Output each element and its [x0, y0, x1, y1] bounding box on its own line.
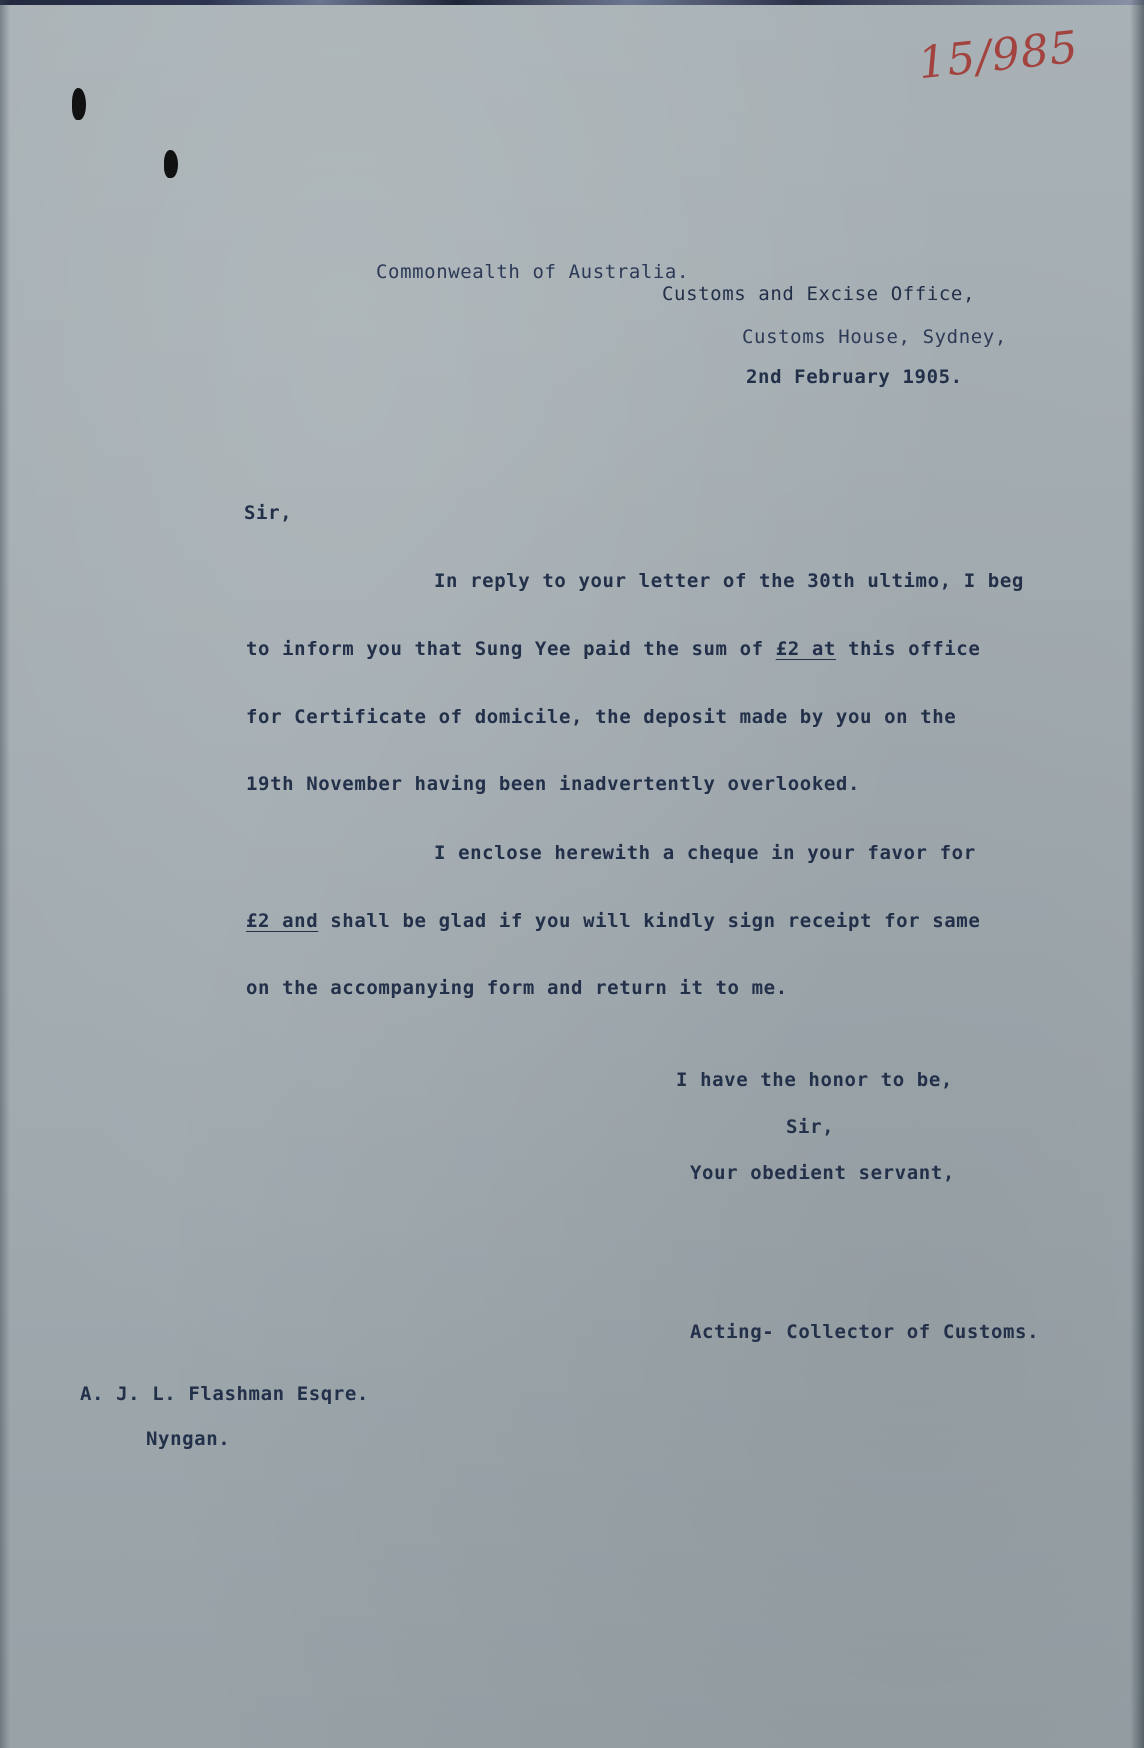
addressee-name: A. J. L. Flashman Esqre.: [80, 1383, 369, 1405]
punch-hole-top: [72, 88, 86, 120]
left-edge-shadow: [0, 0, 10, 1748]
body-line-2-underlined: £2 at: [775, 638, 836, 660]
body-line-6: [246, 910, 980, 932]
top-edge-strip: [0, 0, 1144, 5]
body-line-2: [246, 638, 980, 660]
body-line-5: I enclose herewith a cheque in your favor for: [434, 842, 976, 864]
header-commonwealth: Commonwealth of Australia.: [376, 261, 690, 283]
header-office: Customs and Excise Office,: [662, 283, 976, 305]
header-address: Customs House, Sydney,: [742, 326, 1007, 348]
body-line-7: on the accompanying form and return it to me.: [246, 977, 788, 999]
body-line-6-end: shall be glad if you will kindly sign receipt for same: [318, 910, 981, 932]
header-date: 2nd February 1905.: [746, 366, 963, 388]
right-edge-shadow: [1130, 0, 1144, 1748]
handwritten-reference-number: 15/985: [915, 21, 1082, 90]
body-line-2-start: to inform you that Sung Yee paid the sum of: [246, 638, 776, 660]
body-line-3: for Certificate of domicile, the deposit made by you on the: [246, 706, 957, 728]
salutation: Sir,: [244, 502, 293, 524]
closing-line-2: Sir,: [786, 1116, 835, 1138]
punch-hole-bottom: [164, 150, 178, 178]
closing-line-1: I have the honor to be,: [676, 1069, 953, 1091]
body-line-1: In reply to your letter of the 30th ultimo, I beg: [434, 570, 1024, 592]
closing-line-3: Your obedient servant,: [690, 1162, 955, 1184]
addressee-place: Nyngan.: [146, 1428, 231, 1450]
body-line-4: 19th November having been inadvertently overlooked.: [246, 773, 860, 795]
body-line-2-end: this office: [835, 638, 981, 660]
signature-title: Acting- Collector of Customs.: [690, 1321, 1040, 1343]
body-line-6-underlined: £2 and: [246, 910, 319, 932]
